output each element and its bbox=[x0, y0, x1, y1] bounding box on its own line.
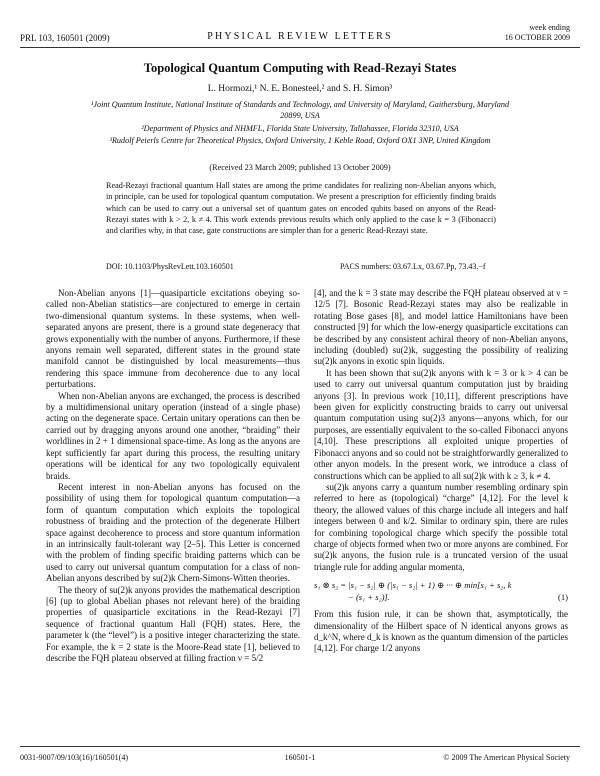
body-column-right bbox=[314, 288, 568, 655]
paragraph: When non-Abelian anyons are exchanged, the process is described by a multidimensional unitary operation (instead of a single phase) acting on the degenerate space. Certain unitary operations can then be carried out by dragging anyons around one another, “braiding” their worldlines in 2 + 1 dimensional space-time. As long as the anyons are kept sufficiently far apart during this process, the resulting unitary operations will be identical for any two topologically equivalent braids. bbox=[46, 390, 300, 481]
paragraph: Non-Abelian anyons [1]—quasiparticle excitations obeying so-called non-Abelian statistics—are conjectured to emerge in certain two-dimensional quantum systems. In these systems, when well-separated anyons are present, there is a ground state degeneracy that grows exponentially with the number of anyons. Furthermore, if these anyons remain well separated, different states in the ground state manifold cannot be distinguished by local measurements—thus rendering this space immune from decoherence due to any local perturbations. bbox=[46, 288, 300, 390]
journal-ref: PRL 103, 160501 (2009) bbox=[20, 33, 110, 43]
footer-code: 0031-9007/09/103(16)/160501(4) bbox=[20, 753, 128, 762]
header-rule bbox=[20, 47, 580, 48]
paragraph: Recent interest in non-Abelian anyons has focused on the possibility of using them for topological quantum computation—a form of quantum computation which exploits the topological robustness of braiding and the protection of the degenerate Hilbert space against decoherence to process and store quantum information in an intrinsically fault-tolerant way [2–5]. This Letter is concerned with the problem of finding specific braiding patterns which can be used to carry out universal quantum computation for a class of non-Abelian anyons described by su(2)k Chern-Simons-Witten theories. bbox=[46, 481, 300, 584]
page-number: 160501-1 bbox=[284, 753, 316, 762]
affiliation-2: ²Department of Physics and NHMFL, Florida State University, Tallahassee, Florida 32310, USA bbox=[141, 124, 459, 133]
equation-line-2: − (s₁ + s₂)]. bbox=[348, 592, 390, 603]
received-dates: (Received 23 March 2009; published 13 October 2009) bbox=[209, 163, 391, 172]
abstract: Read-Rezayi fractional quantum Hall states are among the prime candidates for realizing non-Abelian anyons which, in principle, can be used for topological quantum computation. We present a prescription for efficiently finding braids which can be used to carry out a universal set of quantum gates on encoded qubits based on anyons of the Read-Rezayi states with k > 2, k ≠ 4. This work extends previous results which only applied to the case k = 3 (Fibonacci) and clarifies why, in that case, gate constructions are simpler than for a generic Read-Rezayi state. bbox=[106, 181, 496, 236]
equation-line-1: s₁ ⊗ s₂ = |s₁ − s₂| ⊕ (|s₁ − s₂| + 1) ⊕ ··· ⊕ min[s₁ + s₂, k bbox=[314, 580, 512, 591]
paper-title: Topological Quantum Computing with Read-Rezayi States bbox=[143, 61, 457, 75]
copyright: © 2009 The American Physical Society bbox=[443, 753, 570, 762]
doi-link[interactable]: DOI: 10.1103/PhysRevLett.103.160501 bbox=[106, 262, 234, 271]
author-list: L. Hormozi,¹ N. E. Bonesteel,² and S. H. Simon³ bbox=[207, 84, 393, 94]
paragraph: From this fusion rule, it can be shown that, asymptotically, the dimensionality of the Hilbert space of N identical anyons grows as d_k^N, where d_k is known as the quantum dimension of the particles [4,12]. For charge 1/2 anyons bbox=[314, 609, 568, 654]
affiliation-3: ³Rudolf Peierls Centre for Theoretical Physics, Oxford University, 1 Keble Road, Oxford OX1 3NP, United Kingdom bbox=[109, 136, 491, 145]
equation-1 bbox=[314, 579, 568, 603]
affiliation-1: ¹Joint Quantum Institute, National Institute of Standards and Technology, and University of Maryland, Gaithersburg, Maryland 20899, USA bbox=[90, 100, 510, 120]
paragraph: The theory of su(2)k anyons provides the mathematical description [6] (up to global Abelian phases not relevant here) of the braiding properties of quasiparticle excitations in the Read-Rezayi [7] sequence of fractional quantum Hall (FQH) states. Here, the parameter k (the “level”) is a positive integer characterizing the state. For example, the k = 2 state is the Moore-Read state [1], believed to describe the FQH plateau observed at filling fraction ν = 5/2 bbox=[46, 584, 300, 663]
footer-rule bbox=[20, 746, 580, 747]
week-ending-date: 16 OCTOBER 2009 bbox=[504, 33, 570, 42]
paragraph: su(2)k anyons carry a quantum number resembling ordinary spin referred to here as (topological) “charge” [4,12]. For the level k theory, the allowed values of this charge include all integers and half integers between 0 and k/2. Similar to ordinary spin, there are rules for combining topological charge which specify the possible total charge of objects formed when two or more anyons are combined. For su(2)k anyons, the fusion rule is a truncated version of the usual triangle rule for adding angular momenta, bbox=[314, 481, 568, 572]
week-ending-label: week ending bbox=[529, 23, 570, 32]
issue-date bbox=[505, 23, 570, 43]
journal-name: PHYSICAL REVIEW LETTERS bbox=[207, 31, 393, 42]
paragraph: [4], and the k = 3 state may describe the FQH plateau observed at ν = 12/5 [7]. Bosonic Read-Rezayi states may also be realizable in rotating Bose gases [8], and model lattice Hamiltonians have been constructed [9] for which the low-energy quasiparticle excitations can be described by any consistent achiral theory of non-Abelian anyons, including (doubled) su(2)k, suggesting the possibility of realizing su(2)k anyons in exotic spin liquids. bbox=[314, 288, 568, 367]
body-column-left bbox=[46, 288, 300, 664]
paragraph: It has been shown that su(2)k anyons with k = 3 or k > 4 can be used to carry out universal quantum computation just by braiding anyons [3]. In previous work [10,11], different prescriptions have been given for explicitly constructing braids to carry out universal quantum computation using su(2)3 anyons—anyons which, for our purposes, are essentially equivalent to the so-called Fibonacci anyons [4,10]. These prescriptions all exploited unique properties of Fibonacci anyons and so could not be straightforwardly generalized to other anyon models. In the present work, we introduce a class of constructions which can be applied to all su(2)k with k ≥ 3, k ≠ 4. bbox=[314, 367, 568, 481]
pacs-numbers: PACS numbers: 03.67.Lx, 03.67.Pp, 73.43.−f bbox=[340, 262, 486, 271]
equation-number: (1) bbox=[557, 592, 568, 603]
